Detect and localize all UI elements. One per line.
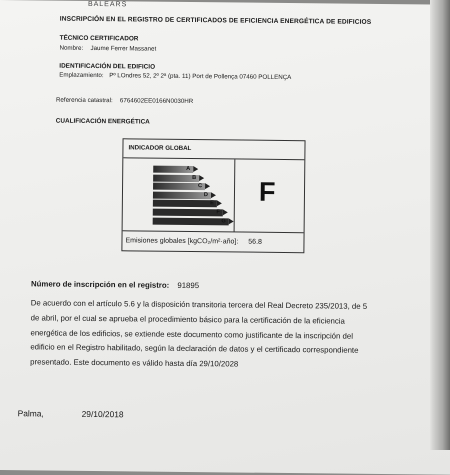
tecnico-section-title: TÉCNICO CERTIFICADOR <box>59 34 139 43</box>
emissions-value: 56.8 <box>248 238 262 246</box>
page-shadow <box>432 0 450 450</box>
scale-bar-e: E <box>153 200 217 208</box>
registro-row <box>31 279 199 290</box>
scale-bar-d: D <box>153 191 211 199</box>
registro-value: 91895 <box>177 280 200 291</box>
emplazamiento-value: Pº LOndres 52, 2º 2ª (pta. 11) Port de Pollença 07460 POLLENÇA <box>109 72 292 82</box>
paragraph-line: presentado. Este documento es válido hasta día 29/10/2028 <box>30 357 239 369</box>
paragraph-line: edificio en el Registro habilitado, según la declaración de datos y el certificado correspondiente <box>30 342 359 356</box>
edificio-section-title: IDENTIFICACIÓN DEL EDIFICIO <box>59 62 156 71</box>
calificacion-section-title: CUALIFICACIÓN ENERGÉTICA <box>55 117 150 126</box>
indicator-box <box>121 138 305 253</box>
date-text: 29/10/2018 <box>81 408 124 420</box>
paragraph-line: energética de los edificios, se extiende este documento como justificante de la inscripción del <box>30 327 354 341</box>
scale-bar-f: F <box>153 209 223 217</box>
certificate-paragraph <box>30 296 395 374</box>
scale-bar-b: B <box>153 174 199 181</box>
emplazamiento-label: Emplazamiento: <box>59 71 104 80</box>
emissions-label: Emisiones globales [kgCO₂/m²·año]: <box>125 237 239 246</box>
document-header: INSCRIPCIÓN EN EL REGISTRO DE CERTIFICADOS DE EFICIENCIA ENERGÉTICA DE EDIFICIOS <box>59 15 372 26</box>
paragraph-line: de abril, por el cual se aprueba el procedimiento básico para la certificación de la eficiencia <box>30 313 345 326</box>
nombre-value: Jaume Ferrer Massanet <box>90 44 157 53</box>
referencia-label: Referencia catastral: <box>55 96 113 105</box>
emissions-row <box>122 230 303 252</box>
scale-bar-c: C <box>153 183 205 191</box>
registro-label: Número de inscripción en el registro: <box>30 279 170 290</box>
scale-bar-a: A <box>153 166 193 173</box>
logo-text: BALEARS <box>87 0 128 9</box>
place-text: Palma, <box>17 408 44 419</box>
referencia-value: 6764602EE0166N0030HR <box>119 97 194 106</box>
paragraph-line: De acuerdo con el artículo 5.6 y la disposición transitoria tercera del Real Decreto 235/2013, de 5 <box>30 298 368 311</box>
scale-bar-g: G <box>153 217 229 225</box>
nombre-label: Nombre: <box>59 44 84 52</box>
indicator-title: INDICADOR GLOBAL <box>123 139 304 160</box>
rating-letter: F <box>258 176 276 207</box>
box-divider <box>234 159 236 231</box>
